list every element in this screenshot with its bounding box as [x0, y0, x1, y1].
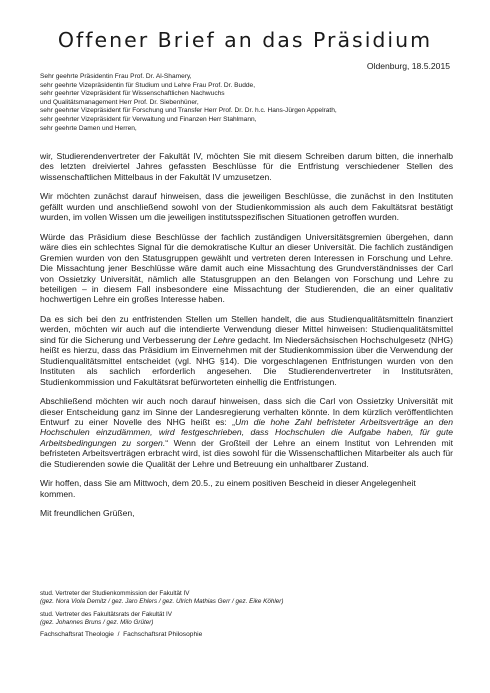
- paragraph: [40, 232, 453, 305]
- paragraph-text: Wir möchten zunächst darauf hinweisen, dass die jeweiligen Beschlüsse, die zunächst in den Instituten gefällt wurden und anschließend sowohl von der Studienkommission als auch dem Fakultätsrat bestätigt wurden, im vollen Wissen um die jeweiligen institutsspezifischen Situationen getroffen wurden.: [40, 191, 453, 223]
- signature-block: [40, 590, 460, 607]
- signature-block: [40, 611, 460, 628]
- paragraph-emphasis: Lehre: [213, 334, 236, 345]
- signature-role: stud. Vertreter der Studienkommission der Fakultät IV: [40, 590, 190, 597]
- paragraph: [40, 314, 453, 387]
- signature-role: stud. Vertreter des Fakultätsrats der Fakultät IV: [40, 611, 172, 618]
- address-block: [40, 73, 460, 133]
- paragraph: [40, 151, 453, 182]
- address-line: sehr geehrter Vizepräsident für Wissenschaftlichen Nachwuchs: [40, 90, 225, 98]
- address-line: sehr geehrter Vizepräsident für Forschung und Transfer Herr Prof. Dr. Dr. h.c. Hans-Jürgen Appelrath,: [40, 107, 337, 115]
- paragraph-text: Wir hoffen, dass Sie am Mittwoch, dem 20.5., zu einem positiven Bescheid in dieser Angelegenheit kommen.: [40, 478, 416, 499]
- footer-signatories: Fachschaftsrat Theologie / Fachschaftsrat Philosophie: [40, 631, 203, 638]
- address-line: sehr geehrter Vizepräsident für Verwaltung und Finanzen Herr Stahlmann,: [40, 115, 257, 123]
- letter-title: Offener Brief an das Präsidium: [57, 28, 433, 52]
- paragraph-text: Würde das Präsidium diese Beschlüsse der fachlich zuständigen Universitätsgremien übergehen, dann wäre dies ein schlechtes Signal für die demokratische Kultur an dieser Universität. Die fachlich zuständigen Gremien wurden von den Statusgruppen gewählt und vertreten deren Interessen in Forschung und Lehre. Die Missachtung jener Beschlüsse wäre damit auch eine Missachtung des Grundverständnisses der Carl von Ossietzky Universität, nämlich alle Statusgruppen an den Belangen von Forschung und Lehre zu beteiligen – in diesem Fall insbesondere eine Missachtung der Studierenden, die an einer qualitativ hochwertigen Lehre ein großes Interesse haben.: [40, 231, 453, 305]
- address-line: und Qualitätsmanagement Herr Prof. Dr. Siebenhüner,: [40, 98, 199, 106]
- address-line: Sehr geehrte Präsidentin Frau Prof. Dr. Al-Shamery,: [40, 73, 192, 80]
- letter-body: [40, 151, 453, 528]
- paragraph: [40, 478, 453, 499]
- address-line: sehr geehrte Vizepräsidentin für Studium und Lehre Frau Prof. Dr. Budde,: [40, 81, 256, 89]
- letter-date: Oldenburg, 18.5.2015: [366, 61, 450, 71]
- paragraph: [40, 191, 453, 222]
- paragraph: [40, 396, 453, 469]
- address-line: sehr geehrte Damen und Herren,: [40, 124, 137, 132]
- paragraph-text: gedacht. Im Niedersächsischen Hochschulgesetz (NHG) heißt es hierzu, dass das Präsidium im Einvernehmen mit der Studienkommission über die Verwendung der Studienqualitätsmittel entscheidet (vgl. NHG §14). Die vorgeschlagenen Entfristungen wurden von den Instituten als sachlich erforderlich angesehen. Die Studierendenvertreter in Institutsräten, Studienkommission und Fakultätsrat befürworteten einhellig die Entfristungen.: [40, 334, 454, 387]
- quote-emphasis: Um die hohe Zahl befristeter Arbeitsverträge an den Hochschulen einzudämmen, wird festgeschrieben, dass Hochschulen die Aufgabe haben, für gute Arbeitsbedingungen zu sorgen.: [40, 416, 453, 448]
- signature-names: (gez. Nora Viola Demitz / gez. Jaro Ehlers / gez. Ulrich Mathias Gerr / gez. Eike Köhler): [40, 598, 284, 606]
- paragraph-text: “ Wenn der Großteil der Lehre an einem Institut von Lehrenden mit befristeten Arbeitsverträgen erbracht wird, ist dies sowohl für die Wissenschaftlichen Mitarbeiter als auch für die Studierenden sowie die Qualität der Lehre und Betreuung ein unhaltbarer Zustand.: [40, 437, 453, 469]
- paragraph-text: wir, Studierendenvertreter der Fakultät IV, möchten Sie mit diesem Schreiben darum bitten, die innerhalb des letzten dreiviertel Jahres gefassten Beschlüsse für die Entfristung verschiedener Stellen des wissenschaftlichen Mittelbaus in der Fakultät IV umzusetzen.: [40, 151, 453, 182]
- closing-greeting: Mit freundlichen Grüßen,: [40, 508, 135, 519]
- paragraph-text: Abschließend möchten wir auch noch darauf hinweisen, dass sich die Carl von Ossietzky Universität mit dieser Entscheidung ganz im Sinne der Landesregierung verhalten könnte. In dem kürzlich veröffentlichten Entwurf zu einer Novelle des NHG heißt es: „: [40, 396, 453, 427]
- paragraph-text: Da es sich bei den zu entfristenden Stellen um Stellen handelt, die aus Studienqualitätsmitteln finanziert werden, möchten wir auch auf die intendierte Verwendung dieser Mittel hinweisen: Studienqualitätsmittel sind für die Sicherung und Verbesserung der: [40, 313, 453, 345]
- signature-names: (gez. Johannes Bruns / gez. Milo Grüter): [40, 619, 154, 627]
